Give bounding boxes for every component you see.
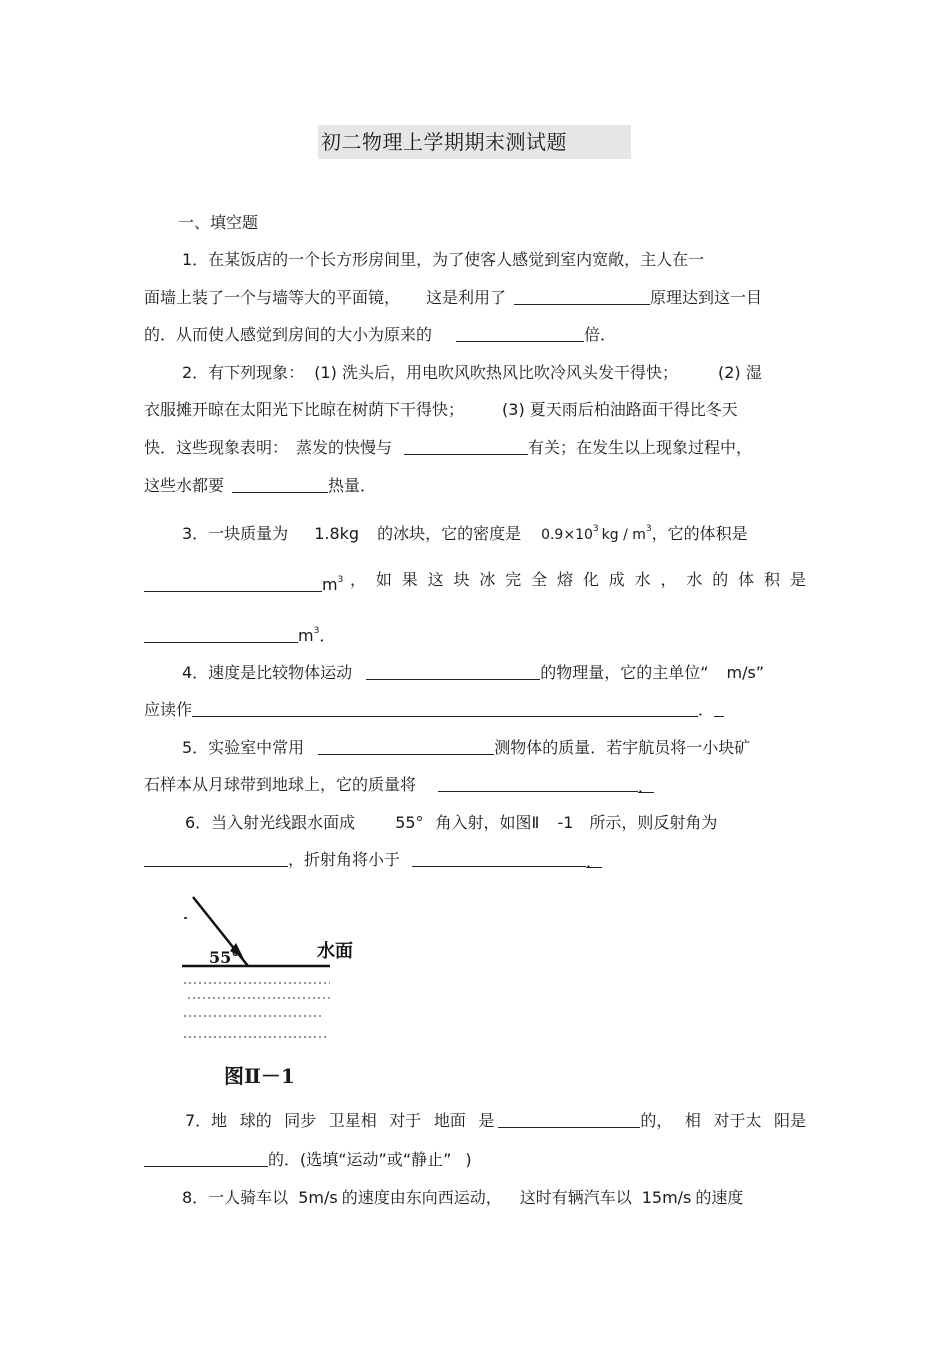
- unit-m: m: [322, 575, 338, 594]
- char: 完: [505, 570, 522, 589]
- q4-line2: [144, 699, 724, 721]
- char: 块: [453, 570, 470, 589]
- exponent: 3: [592, 524, 599, 534]
- char: 这: [427, 570, 444, 589]
- q6-angle: 55°: [395, 813, 424, 832]
- answer-blank[interactable]: [498, 1111, 640, 1128]
- q3-text: ，它的体积是: [651, 524, 748, 543]
- answer-blank[interactable]: [144, 575, 322, 592]
- answer-blank[interactable]: [366, 663, 540, 680]
- q7-text: 卫星相: [328, 1111, 377, 1130]
- q7-text: 选填“运动”或“静止”: [306, 1150, 452, 1169]
- q2-text: 2．有下列现象：: [182, 363, 305, 382]
- char: 果: [401, 570, 418, 589]
- q6-text: ．: [586, 852, 603, 871]
- q7-text: 对于: [389, 1111, 422, 1130]
- q5-text: 石样本从月球带到地球上，它的质量将: [144, 775, 417, 794]
- q3-density-value: 0.9×10: [541, 527, 593, 543]
- q8-text: 的速度: [695, 1188, 744, 1207]
- q4-text: 的物理量，它的主单位“: [540, 663, 709, 682]
- q2-text: (1) 洗头后，用电吹风吹热风比吹冷风头发干得快；: [314, 363, 678, 382]
- q6-text: ，折射角将小于: [288, 850, 401, 869]
- char: ，: [350, 570, 367, 589]
- q2-text: 快．这些现象表明：: [144, 438, 289, 457]
- q4-text: 应读作: [144, 700, 193, 719]
- q1-text: 这是利用了: [426, 288, 507, 307]
- q1-text: 倍．: [584, 325, 617, 344]
- q7-text: 的．(: [268, 1150, 307, 1169]
- q7-text: 地面: [433, 1111, 466, 1130]
- q6-text: 所示，则反射角为: [589, 813, 718, 832]
- q3-line3: [144, 620, 336, 645]
- answer-blank[interactable]: [232, 476, 328, 493]
- q2-text: (2) 湿: [717, 363, 762, 382]
- q7-text: 的，: [640, 1111, 673, 1130]
- q3-text: 3．一块质量为: [182, 524, 289, 543]
- q7-text: 7．地: [185, 1111, 228, 1130]
- answer-blank[interactable]: [144, 850, 288, 867]
- q5-text: 5．实验室中常用: [182, 738, 305, 757]
- answer-blank[interactable]: [412, 850, 586, 867]
- exponent: 3: [645, 524, 652, 534]
- q6-text: -1: [557, 813, 574, 832]
- q1-text: 原理达到这一目: [650, 288, 763, 307]
- char: ，: [660, 570, 677, 589]
- q7-text: 阳是: [773, 1111, 806, 1130]
- q2-line3: [144, 437, 752, 459]
- q7-text: 是: [478, 1111, 495, 1130]
- q2-text: 有关；在发生以上现象过程中，: [528, 438, 753, 457]
- figure-caption: 图Ⅱ－1: [224, 1064, 295, 1088]
- char: 如: [375, 570, 392, 589]
- answer-blank[interactable]: [456, 325, 584, 342]
- q2-text: (3) 夏天雨后柏油路面干得比冬天: [502, 400, 738, 419]
- char: 化: [582, 570, 599, 589]
- q2-line2: [144, 399, 738, 421]
- q4-text: 4．速度是比较物体运动: [182, 663, 353, 682]
- char: 熔: [557, 570, 574, 589]
- q2-text: 这些水都要: [144, 476, 225, 495]
- q2-text: 衣服摊开晾在太阳光下比晾在树荫下干得快；: [144, 400, 465, 419]
- unit-m: m: [298, 626, 314, 645]
- answer-blank[interactable]: [404, 438, 528, 455]
- answer-blank: [714, 700, 724, 717]
- page-title: 初二物理上学期期末测试题: [318, 125, 631, 159]
- exponent: 3: [313, 626, 320, 636]
- q1-line2: [144, 287, 762, 309]
- q2-text: 蒸发的快慢与: [296, 438, 393, 457]
- q3-line2-text: [350, 569, 806, 591]
- exponent: 3: [337, 575, 344, 585]
- answer-blank[interactable]: [144, 626, 298, 643]
- answer-blank[interactable]: [438, 775, 638, 792]
- q6-line2: [144, 849, 602, 871]
- answer-blank[interactable]: [514, 288, 650, 305]
- answer-blank[interactable]: [192, 700, 698, 717]
- q4-line1: [182, 662, 764, 684]
- q7-text: 对于太: [713, 1111, 762, 1130]
- char: 的: [712, 570, 729, 589]
- char: 体: [738, 570, 755, 589]
- q6-line1: [185, 812, 717, 834]
- q7-line1: [185, 1110, 806, 1132]
- q8-text: 的速度由东向西运动，: [341, 1188, 502, 1207]
- q4-text: m/s”: [726, 663, 765, 682]
- q5-line2: [144, 774, 654, 796]
- char: 积: [764, 570, 781, 589]
- q7-line2: [144, 1149, 472, 1171]
- q6-text: 6．当入射光线跟水面成: [185, 813, 356, 832]
- q3-text: ．: [319, 626, 336, 645]
- answer-blank[interactable]: [318, 738, 494, 755]
- q2-text: 热量．: [328, 476, 377, 495]
- q1-text: 的．从而使人感觉到房间的大小为原来的: [144, 325, 433, 344]
- q3-mass: 1.8kg: [314, 524, 360, 543]
- q4-text: ．: [698, 700, 715, 719]
- q3-text: 的冰块，它的密度是: [377, 524, 522, 543]
- q8-text: 8．一人骑车以: [182, 1188, 289, 1207]
- q5-text: 测物体的质量．若宇航员将一小块矿: [494, 738, 751, 757]
- char: 水: [634, 570, 651, 589]
- q3-line1: [182, 518, 748, 543]
- water-surface-label: 水面: [317, 941, 353, 962]
- q1-line3: [144, 324, 616, 346]
- section-heading: 一、填空题: [178, 213, 259, 232]
- q5-line1: [182, 737, 750, 759]
- char: 成: [608, 570, 625, 589]
- q2-line1: [182, 362, 762, 384]
- q5-text: ．: [638, 777, 655, 796]
- answer-blank[interactable]: [144, 1150, 268, 1167]
- q7-text: ): [465, 1150, 472, 1169]
- char: 冰: [479, 570, 496, 589]
- char: 水: [686, 570, 703, 589]
- q3-density-unit: kg / m: [601, 527, 646, 543]
- q8-speed: 15m∕s: [641, 1188, 692, 1207]
- q7-text: 相: [684, 1111, 701, 1130]
- q6-text: 角入射，如图Ⅱ: [435, 813, 540, 832]
- q7-text: 同步: [284, 1111, 317, 1130]
- char: 全: [531, 570, 548, 589]
- q1-line1: 1．在某饭店的一个长方形房间里，为了使客人感觉到室内宽敞，主人在一: [182, 250, 705, 269]
- q7-text: 球的: [239, 1111, 272, 1130]
- q1-text: 面墙上装了一个与墙等大的平面镜，: [144, 288, 401, 307]
- q2-line4: [144, 475, 376, 497]
- q8-line1: [182, 1187, 743, 1209]
- q8-speed: 5m∕s: [298, 1188, 338, 1207]
- char: 是: [789, 570, 806, 589]
- angle-label: 55°: [209, 948, 240, 967]
- q8-text: 这时有辆汽车以: [519, 1188, 632, 1207]
